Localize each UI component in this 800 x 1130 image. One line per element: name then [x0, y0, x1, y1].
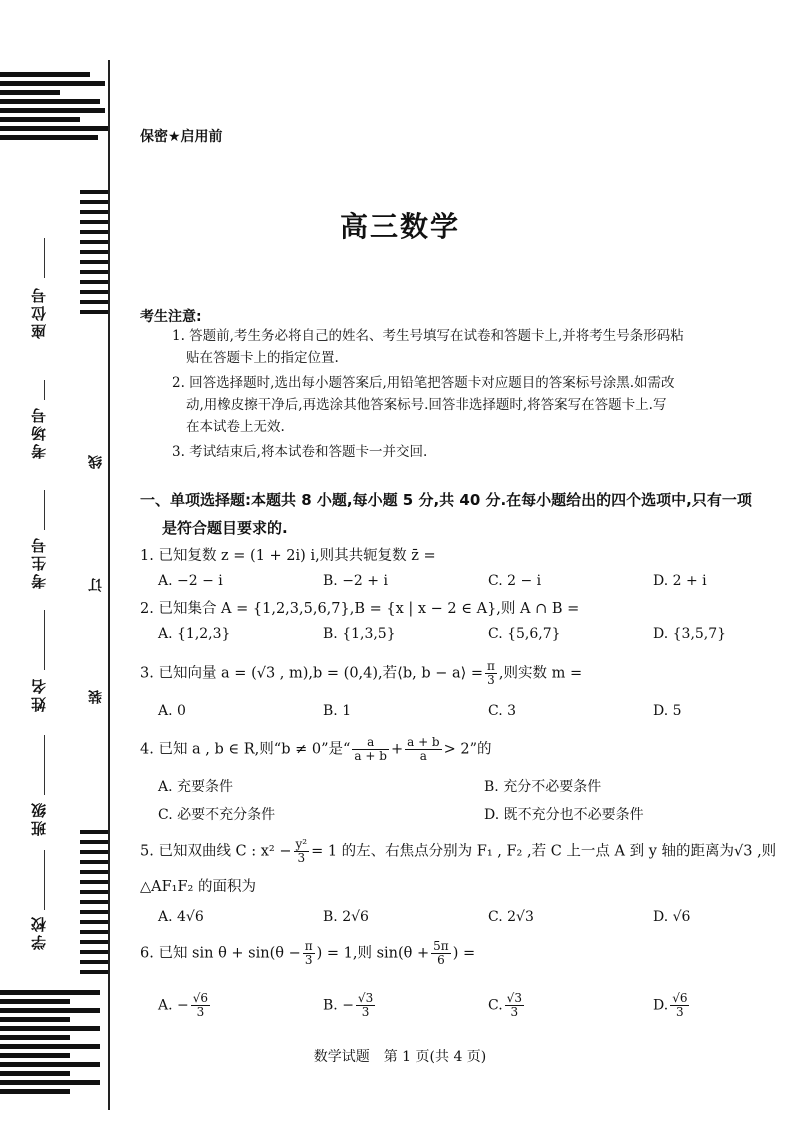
- notice-item-2: [172, 372, 772, 438]
- notice-item-3-line-1: 3. 考试结束后,将本试卷和答题卡一并交回.: [172, 444, 428, 460]
- option-c: C. 2√3: [488, 909, 534, 925]
- page-title: 高三数学: [339, 210, 460, 243]
- fraction-numerator: 5π: [433, 939, 449, 953]
- question-4-stem-pre: 4. 已知 a , b ∈ R,则“b ≠ 0”是“: [140, 741, 351, 758]
- option-d: D. 既不充分也不必要条件: [484, 807, 644, 823]
- fraction-numerator: π: [304, 939, 313, 953]
- fraction: [405, 736, 442, 763]
- fraction-numerator: a: [352, 736, 389, 750]
- school-blank: [44, 850, 45, 910]
- name-label: 姓名: [30, 676, 48, 712]
- option-a-prefix: A. −: [158, 997, 189, 1014]
- fraction-numerator: √3: [506, 991, 522, 1005]
- fraction-denominator: 3: [487, 673, 495, 687]
- option-b-prefix: B. −: [323, 997, 354, 1014]
- notice-item-2-line-2: 动,用橡皮擦干净后,再选涂其他答案标号.回答非选择题时,将答案写在答题卡上.写: [186, 397, 667, 413]
- exam-number-label: 考生号: [30, 535, 48, 589]
- option-c: C. 必要不充分条件: [158, 807, 276, 823]
- option-d: D. {3,5,7}: [653, 626, 727, 642]
- notice-item-1: [172, 325, 772, 369]
- fraction-numerator: π: [487, 659, 495, 673]
- option-b: B. 2√6: [323, 909, 369, 925]
- option-d: D. 5: [653, 703, 682, 719]
- question-5-stem-post: = 1 的左、右焦点分别为 F₁ , F₂ ,若 C 上一点 A 到 y 轴的距离为√3 ,则: [311, 843, 777, 860]
- fraction-denominator: 3: [361, 1005, 370, 1019]
- fraction-denominator: 3: [510, 1005, 519, 1019]
- school-label: 学校: [30, 914, 48, 950]
- question-3-stem-pre: 3. 已知向量 a = (√3 , m),b = (0,4),若⟨b, b − a⟩ =: [140, 665, 484, 682]
- fraction-denominator: a: [419, 749, 427, 763]
- bind-ding-char: 订: [88, 578, 104, 592]
- fraction-numerator: y²: [295, 837, 308, 851]
- option-a: A. −2 − i: [158, 573, 223, 589]
- class-label: 班级: [30, 800, 48, 836]
- option-d: D. 2 + i: [653, 573, 707, 589]
- exam-room-label: 考场号: [30, 405, 48, 459]
- section-heading: [140, 486, 780, 542]
- question-3-stem: [140, 660, 780, 687]
- exam-no-blank: [44, 490, 45, 530]
- fraction: [505, 992, 524, 1019]
- option-c-prefix: C.: [488, 997, 503, 1014]
- option-c: C. 3: [488, 703, 517, 719]
- question-1-stem: 1. 已知复数 z = (1 + 2i) i,则其共轭复数 z̄ =: [140, 548, 436, 564]
- fraction-numerator: a + b: [407, 735, 440, 749]
- option-d: [653, 992, 691, 1019]
- class-blank: [44, 735, 45, 795]
- fraction: [670, 992, 689, 1019]
- notice-item-1-line-1: 1. 答题前,考生务必将自己的姓名、考生号填写在试卷和答题卡上,并将考生号条形码粘: [172, 328, 684, 344]
- option-c: C. 2 − i: [488, 573, 542, 589]
- question-5-stem-line-2: △AF₁F₂ 的面积为: [140, 879, 256, 895]
- option-a: [158, 992, 212, 1019]
- fraction: [294, 838, 310, 865]
- question-6-stem: [140, 940, 780, 967]
- question-2-stem: 2. 已知集合 A = {1,2,3,5,6,7},B = {x | x − 2 ∈ A},则 A ∩ B =: [140, 601, 580, 617]
- fraction-numerator: √6: [672, 991, 688, 1005]
- fraction: [485, 660, 497, 687]
- option-b: B. −2 + i: [323, 573, 388, 589]
- confidential-label: 保密★启用前: [140, 129, 223, 145]
- fraction: [191, 992, 210, 1019]
- notice-item-1-line-2: 贴在答题卡上的指定位置.: [186, 350, 339, 366]
- fraction-denominator: 3: [676, 1005, 684, 1019]
- section-heading-line-1: 一、单项选择题:本题共 8 小题,每小题 5 分,共 40 分.在每小题给出的四个选项中,只有一项: [140, 491, 752, 509]
- fraction: [303, 940, 315, 967]
- binding-barcode-bottom: [0, 990, 110, 1098]
- bind-zhuang-char: 装: [88, 690, 104, 704]
- fraction-numerator: √6: [192, 991, 209, 1005]
- notice-item-2-line-3: 在本试卷上无效.: [186, 419, 285, 435]
- fraction: [431, 940, 451, 967]
- option-d-prefix: D.: [653, 997, 669, 1014]
- fraction-denominator: 6: [437, 953, 445, 967]
- fraction: [352, 736, 389, 763]
- bind-line-char: 线: [88, 455, 104, 469]
- option-b: B. {1,3,5}: [323, 626, 396, 642]
- question-4-stem: [140, 736, 780, 763]
- notice-item-2-line-1: 2. 回答选择题时,选出每小题答案后,用铅笔把答题卡对应题目的答案标号涂黑.如需改: [172, 375, 675, 391]
- option-c: [488, 992, 526, 1019]
- fraction-numerator: √3: [357, 991, 374, 1005]
- option-b: B. 充分不必要条件: [484, 779, 602, 795]
- fraction-denominator: 3: [304, 953, 313, 967]
- question-5-stem: [140, 838, 780, 865]
- section-heading-line-2: 是符合题目要求的.: [162, 519, 288, 537]
- notice-heading: 考生注意:: [140, 309, 202, 325]
- option-d: D. √6: [653, 909, 691, 925]
- fraction-denominator: 3: [196, 1005, 205, 1019]
- seat-number-label: 座位号: [30, 285, 48, 339]
- option-c: C. {5,6,7}: [488, 626, 561, 642]
- question-4-stem-post: > 2”的: [443, 741, 492, 758]
- option-a: A. {1,2,3}: [158, 626, 231, 642]
- binding-ticks-bottom: [80, 830, 110, 980]
- question-6-stem-pre: 6. 已知 sin θ + sin(θ −: [140, 945, 301, 962]
- fraction: [356, 992, 375, 1019]
- page-footer: 数学试题 第 1 页(共 4 页): [313, 1049, 487, 1065]
- question-6-stem-post: ) =: [452, 945, 476, 962]
- option-a: A. 4√6: [158, 909, 204, 925]
- option-a: A. 充要条件: [158, 779, 234, 795]
- question-6-stem-mid: ) = 1,则 sin(θ +: [316, 945, 430, 962]
- notice-item-3: [172, 441, 772, 463]
- option-b: [323, 992, 377, 1019]
- binding-barcode-top: [0, 72, 110, 144]
- question-5-stem-pre: 5. 已知双曲线 C : x² −: [140, 843, 292, 860]
- plus-sign: +: [390, 741, 404, 758]
- fraction-denominator: a + b: [354, 749, 387, 763]
- name-blank: [44, 610, 45, 670]
- fraction-denominator: 3: [297, 851, 306, 865]
- question-3-stem-post: ,则实数 m =: [498, 665, 583, 682]
- room-blank: [44, 380, 45, 400]
- option-b: B. 1: [323, 703, 352, 719]
- option-a: A. 0: [158, 703, 186, 719]
